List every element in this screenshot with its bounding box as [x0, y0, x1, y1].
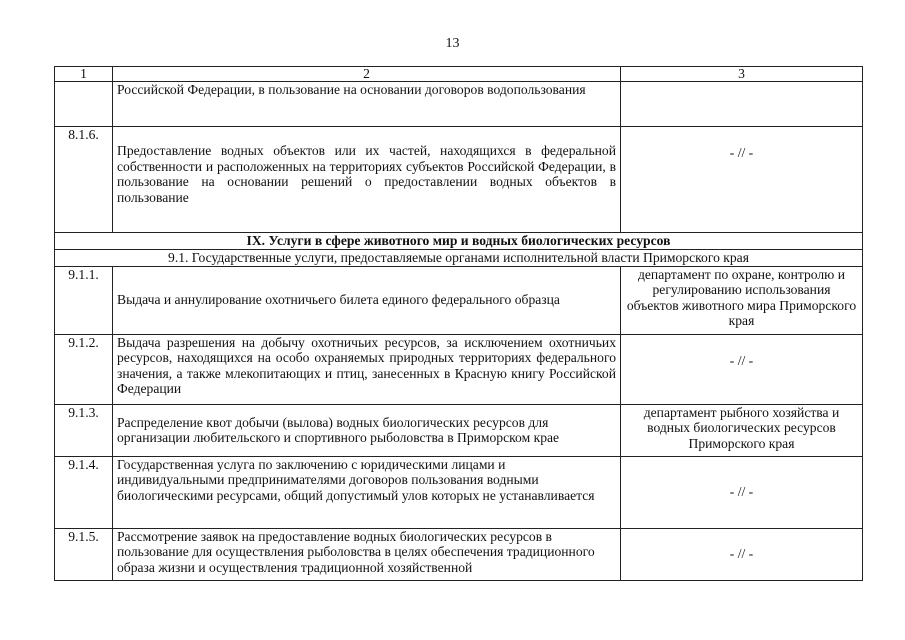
- header-col-1: 1: [55, 67, 113, 82]
- service-text: Российской Федерации, в пользование на основании договоров водопользования: [113, 82, 621, 127]
- authority-cell: [621, 82, 863, 127]
- table-header-row: [55, 67, 863, 82]
- row-number: 9.1.3.: [55, 404, 113, 456]
- authority-cell: департамент рыбного хозяйства и водных биологических ресурсов Приморского края: [621, 404, 863, 456]
- subsection-row: [55, 250, 863, 267]
- services-table: [54, 66, 863, 581]
- authority-cell: - // -: [621, 456, 863, 528]
- service-text: Выдача и аннулирование охотничьего билета единого федерального образца: [113, 266, 621, 334]
- section-row: [55, 233, 863, 250]
- table-row: [55, 266, 863, 334]
- header-col-3: 3: [621, 67, 863, 82]
- row-number: 9.1.4.: [55, 456, 113, 528]
- service-text: Предоставление водных объектов или их частей, находящихся в федеральной собственности и расположенных на территориях субъектов Российской Федерации, в пользование на основании решений о предоставлении водных объектов в пользование: [113, 127, 621, 233]
- table-row: [55, 528, 863, 580]
- authority-cell: - // -: [621, 127, 863, 233]
- subsection-title: 9.1. Государственные услуги, предоставляемые органами исполнительной власти Приморского края: [55, 250, 863, 267]
- service-text: [113, 528, 621, 580]
- row-number: 9.1.1.: [55, 266, 113, 334]
- table-row: [55, 82, 863, 127]
- table-row: [55, 404, 863, 456]
- table-row: [55, 456, 863, 528]
- row-number: [55, 82, 113, 127]
- authority-cell: департамент по охране, контролю и регулированию использования объектов животного мира Приморского края: [621, 266, 863, 334]
- service-text: Государственная услуга по заключению с юридическими лицами и индивидуальными предпринимателями договоров пользования водными биологическими ресурсами, общий допустимый улов которых не устанавливается: [113, 456, 621, 528]
- table-row: [55, 334, 863, 404]
- authority-cell: - // -: [621, 334, 863, 404]
- row-number: 9.1.2.: [55, 334, 113, 404]
- header-col-2: 2: [113, 67, 621, 82]
- section-title: IX. Услуги в сфере животного мир и водных биологических ресурсов: [55, 233, 863, 250]
- service-text: Распределение квот добычи (вылова) водных биологических ресурсов для организации любительского и спортивного рыболовства в Приморском крае: [113, 404, 621, 456]
- page-number: 13: [445, 36, 460, 51]
- authority-cell: - // -: [621, 528, 863, 580]
- row-number: 8.1.6.: [55, 127, 113, 233]
- table-row: [55, 127, 863, 233]
- service-text: Выдача разрешения на добычу охотничьих ресурсов, за исключением охотничьих ресурсов, находящихся на особо охраняемых природных территориях федерального значения, а также млекопитающих и птиц, занесенных в Красную книгу Российской Федерации: [113, 334, 621, 404]
- row-number: 9.1.5.: [55, 528, 113, 580]
- service-text-content: Рассмотрение заявок на предоставление водных биологических ресурсов в пользование для осуществления рыболовства в целях обеспечения традиционного образа жизни и осуществления традиционной хозяйственной: [117, 528, 595, 575]
